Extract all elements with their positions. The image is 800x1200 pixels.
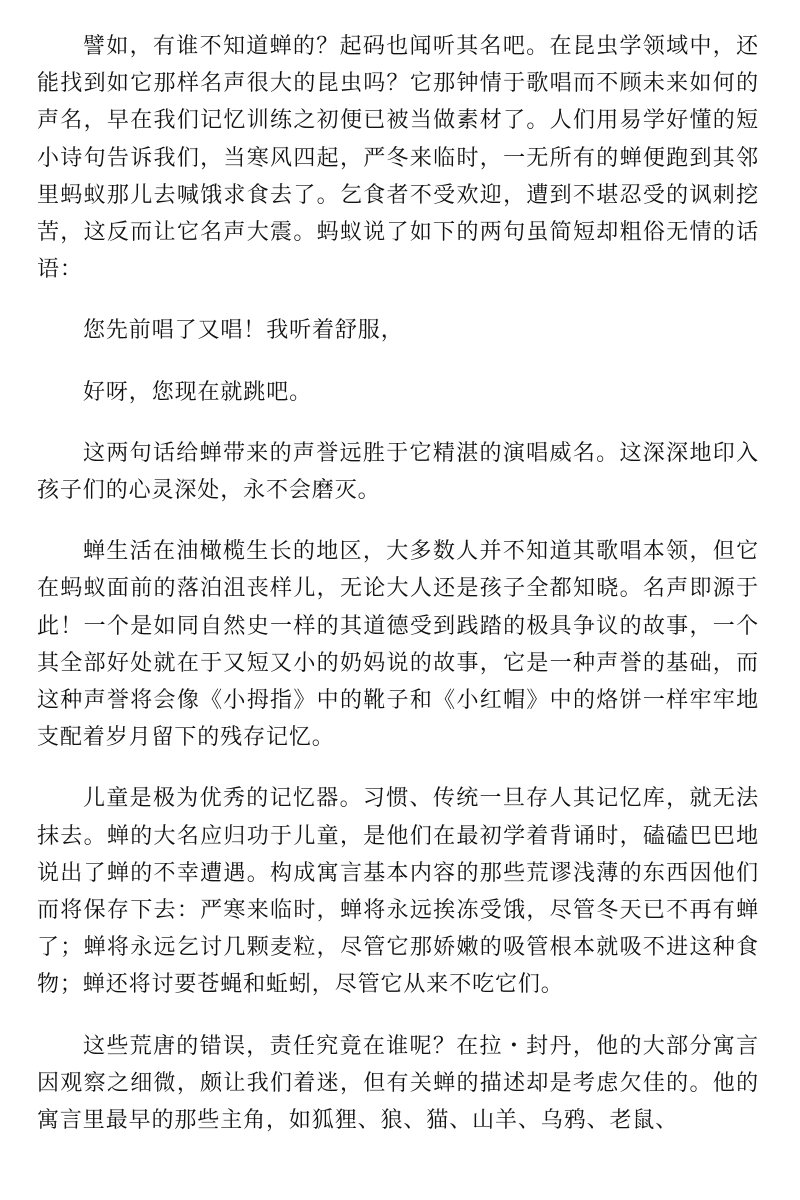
paragraph: 您先前唱了又唱！我听着舒服， xyxy=(83,318,404,344)
paragraph: 譬如，有谁不知道蝉的？起码也闻听其名吧。在昆虫学领域中，还能找到如它那样名声很大的昆虫吗？它那钟情于歌唱而不顾未来如何的声名，早在我们记忆训练之初便已被当做素材了。人们用易学好懂的短小诗句告诉我们，当寒风四起，严冬来临时，一无所有的蝉便跑到其邻里蚂蚁那儿去喊饿求食去了。乞食者不受欢迎，遭到不堪忍受的讽刺挖苦，这反而让它名声大震。蚂蚁说了如下的两句虽简短却粗俗无情的话语： xyxy=(37,34,759,283)
paragraph: 蝉生活在油橄榄生长的地区，大多数人并不知道其歌唱本领，但它在蚂蚁面前的落泊沮丧样儿，无论大人还是孩子全都知晓。名声即源于此！一个是如同自然史一样的其道德受到践踏的极具争议的故事，一个其全部好处就在于又短又小的奶妈说的故事，它是一种声誉的基础，而这种声誉将会像《小拇指》中的靴子和《小红帽》中的烙饼一样牢牢地支配着岁月留下的残存记忆。 xyxy=(37,539,759,751)
paragraph: 儿童是极为优秀的记忆器。习惯、传统一旦存人其记忆库，就无法抹去。蝉的大名应归功于儿童，是他们在最初学着背诵时，磕磕巴巴地说出了蝉的不幸遭遇。构成寓言基本内容的那些荒谬浅薄的东西因他们而将保存下去：严寒来临时，蝉将永远挨冻受饿，尽管冬天已不再有蝉了；蝉将永远乞讨几颗麦粒，尽管它那娇嫩的吸管根本就吸不进这种食物；蝉还将讨要苍蝇和蚯蚓，尽管它从来不吃它们。 xyxy=(37,786,759,998)
document-body xyxy=(37,28,759,1163)
paragraph: 这两句话给蝉带来的声誉远胜于它精湛的演唱威名。这深深地印入孩子们的心灵深处，永不会磨灭。 xyxy=(37,440,759,504)
paragraph: 这些荒唐的错误，责任究竟在谁呢？在拉・封丹，他的大部分寓言因观察之细微，颇让我们着迷，但有关蝉的描述却是考虑欠佳的。他的寓言里最早的那些主角，如狐狸、狼、猫、山羊、乌鸦、老鼠、 xyxy=(37,1033,759,1134)
paragraph: 好呀，您现在就跳吧。 xyxy=(83,379,313,405)
